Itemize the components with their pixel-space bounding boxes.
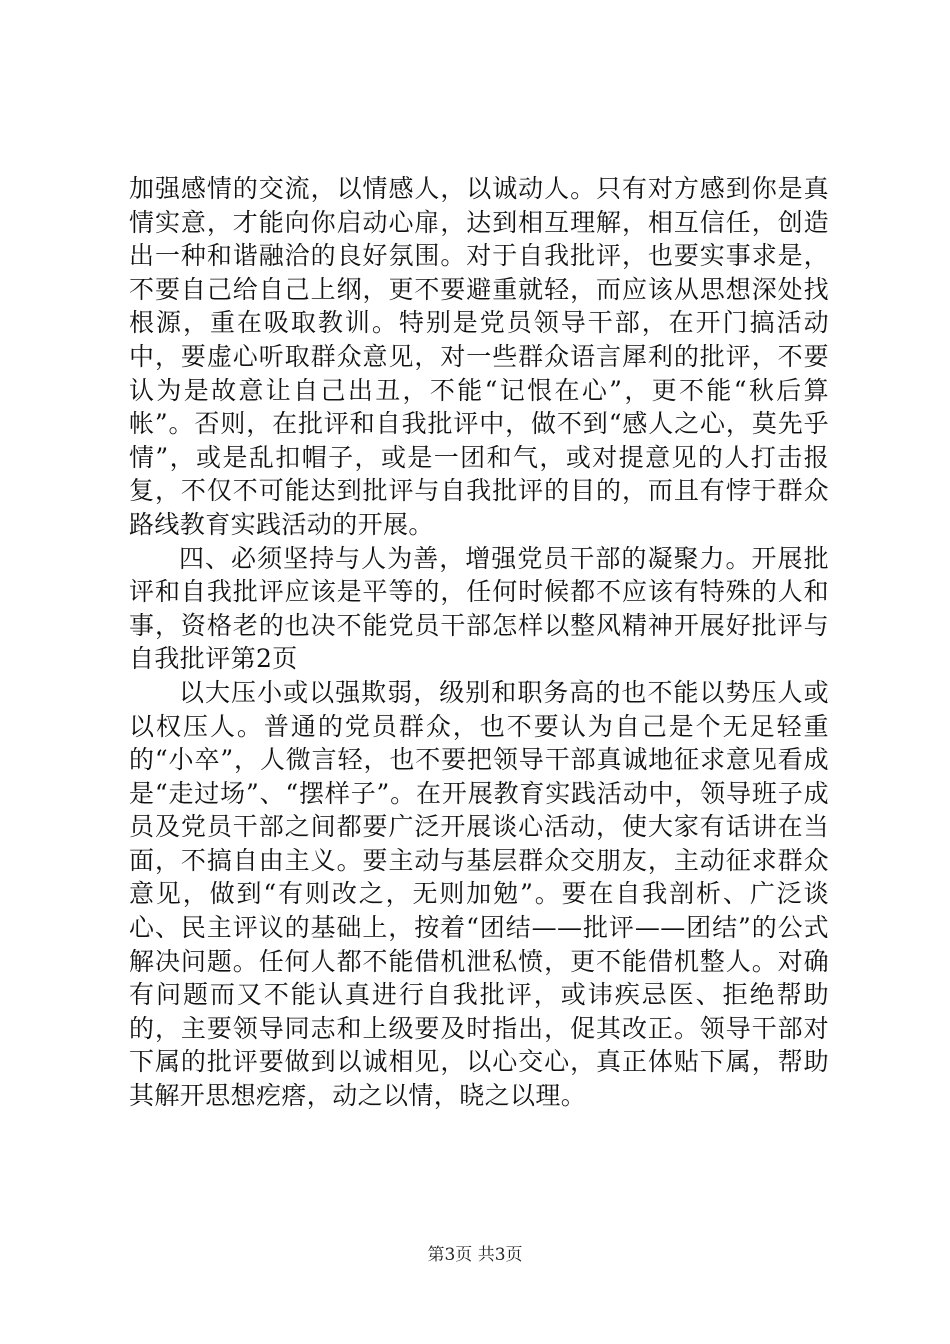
page-footer: 第3页 共3页 [427, 1245, 523, 1265]
paragraph-body: 以大压小或以强欺弱，级别和职务高的也不能以势压人或以权压人。普通的党员群众，也不要认为自己是个无足轻重的“小卒”，人微言轻，也不要把领导干部真诚地征求意见看成是“走过场”、“摆样子”。在开展教育实践活动中，领导班子成员及党员干部之间都要广泛开展谈心活动，使大家有话讲在当面，不搞自由主义。要主动与基层群众交朋友，主动征求群众意见，做到“有则改之，无则加勉”。要在自我剖析、广泛谈心、民主评议的基础上，按着“团结——批评——团结”的公式解决问题。任何人都不能借机泄私愤，更不能借机整人。对确有问题而又不能认真进行自我批评，或讳疾忌医、拒绝帮助的，主要领导同志和上级要及时指出，促其改正。领导干部对下属的批评要做到以诚相见，以心交心，真正体贴下属，帮助其解开思想疙瘩，动之以情，晓之以理。 [129, 677, 829, 1111]
document-body [129, 172, 829, 1113]
paragraph-continuation: 加强感情的交流，以情感人，以诚动人。只有对方感到你是真情实意，才能向你启动心扉，达到相互理解，相互信任，创造出一种和谐融洽的良好氛围。对于自我批评，也要实事求是，不要自己给自己上纲，更不要避重就轻，而应该从思想深处找根源，重在吸取教训。特别是党员领导干部，在开门搞活动中，要虚心听取群众意见，对一些群众语言犀利的批评，不要认为是故意让自己出丑，不能“记恨在心”，更不能“秋后算帐”。否则，在批评和自我批评中，做不到“感人之心，莫先乎情”，或是乱扣帽子，或是一团和气，或对提意见的人打击报复，不仅不可能达到批评与自我批评的目的，而且有悖于群众路线教育实践活动的开展。 [129, 174, 829, 539]
paragraph-section-four: 四、必须坚持与人为善，增强党员干部的凝聚力。开展批评和自我批评应该是平等的，任何时候都不应该有特殊的人和事，资格老的也决不能党员干部怎样以整风精神开展好批评与自我批评第2页 [129, 543, 829, 674]
